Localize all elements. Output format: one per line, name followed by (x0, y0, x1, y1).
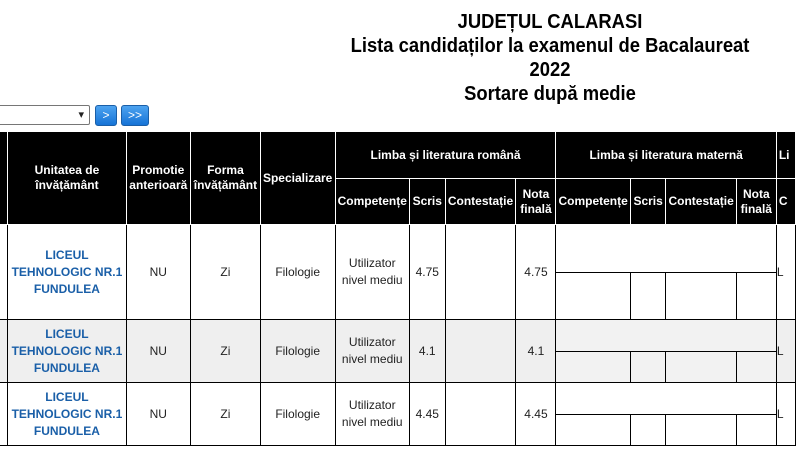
page-title: Lista candidaților la examenul de Bacalaureat 2022 (350, 35, 750, 81)
study-form: Zi (191, 225, 261, 320)
next-partial: L (776, 225, 795, 320)
page-subtitle: Sortare după medie (464, 83, 636, 105)
row-index (0, 225, 8, 320)
table-row (0, 225, 796, 273)
maternal-competency (556, 415, 630, 446)
header-final-grade: Nota finală (516, 179, 556, 225)
prior-cohort: NU (126, 383, 191, 446)
maternal-final-grade (736, 352, 776, 383)
specialization: Filologie (260, 320, 335, 383)
header-next-sub-partial: C (776, 179, 795, 225)
row-index (0, 320, 8, 383)
maternal-appeal (666, 352, 736, 383)
maternal-written (630, 352, 666, 383)
specialization: Filologie (260, 225, 335, 320)
school-link[interactable]: LICEUL TEHNOLOGIC NR.1 FUNDULEA (8, 320, 126, 383)
county-title: JUDEȚUL CALARASI (457, 11, 643, 33)
header-maternal-group: Limba și literatura maternă (556, 132, 776, 179)
maternal-final-grade (736, 273, 776, 320)
prior-cohort: NU (126, 320, 191, 383)
next-partial: L (776, 320, 795, 383)
page-select[interactable] (0, 105, 90, 125)
next-page-button[interactable]: > (95, 105, 117, 126)
header-written: Scris (409, 179, 445, 225)
row-index (0, 383, 8, 446)
competency: Utilizator nivel mediu (335, 320, 409, 383)
maternal-merged-cell (556, 383, 776, 415)
header-appeal: Contestație (445, 179, 516, 225)
header-maternal-competency: Competențe (556, 179, 630, 225)
prior-cohort: NU (126, 225, 191, 320)
final-grade: 4.45 (516, 383, 556, 446)
appeal-grade (445, 383, 516, 446)
maternal-final-grade (736, 415, 776, 446)
maternal-competency (556, 273, 630, 320)
last-page-button[interactable]: >> (121, 105, 149, 126)
school-link[interactable]: LICEUL TEHNOLOGIC NR.1 FUNDULEA (8, 383, 126, 446)
written-grade: 4.45 (409, 383, 445, 446)
chevron-down-icon: ▾ (78, 109, 84, 121)
header-romanian-group: Limba și literatura română (335, 132, 556, 179)
header-competency: Competențe (335, 179, 409, 225)
header-maternal-appeal: Contestație (666, 179, 736, 225)
maternal-merged-cell (556, 320, 776, 352)
maternal-appeal (666, 415, 736, 446)
maternal-written (630, 415, 666, 446)
written-grade: 4.75 (409, 225, 445, 320)
maternal-appeal (666, 273, 736, 320)
study-form: Zi (191, 383, 261, 446)
header-index (0, 132, 8, 225)
competency: Utilizator nivel mediu (335, 383, 409, 446)
maternal-competency (556, 352, 630, 383)
school-link[interactable]: LICEUL TEHNOLOGIC NR.1 FUNDULEA (8, 225, 126, 320)
header-specialization: Specializare (260, 132, 335, 225)
table-row (0, 383, 796, 415)
header-prior-cohort: Promotie anterioară (126, 132, 191, 225)
written-grade: 4.1 (409, 320, 445, 383)
table-row (0, 320, 796, 352)
header-school: Unitatea de învățământ (8, 132, 126, 225)
header-next-group-partial: Li (776, 132, 795, 179)
header-maternal-final-grade: Nota finală (736, 179, 776, 225)
header-maternal-written: Scris (630, 179, 666, 225)
final-grade: 4.1 (516, 320, 556, 383)
maternal-merged-cell (556, 225, 776, 273)
candidates-table (0, 131, 796, 446)
appeal-grade (445, 320, 516, 383)
next-partial: L (776, 383, 795, 446)
competency: Utilizator nivel mediu (335, 225, 409, 320)
maternal-written (630, 273, 666, 320)
appeal-grade (445, 225, 516, 320)
page-header (320, 10, 780, 106)
header-study-form: Forma învățământ (191, 132, 261, 225)
study-form: Zi (191, 320, 261, 383)
final-grade: 4.75 (516, 225, 556, 320)
specialization: Filologie (260, 383, 335, 446)
